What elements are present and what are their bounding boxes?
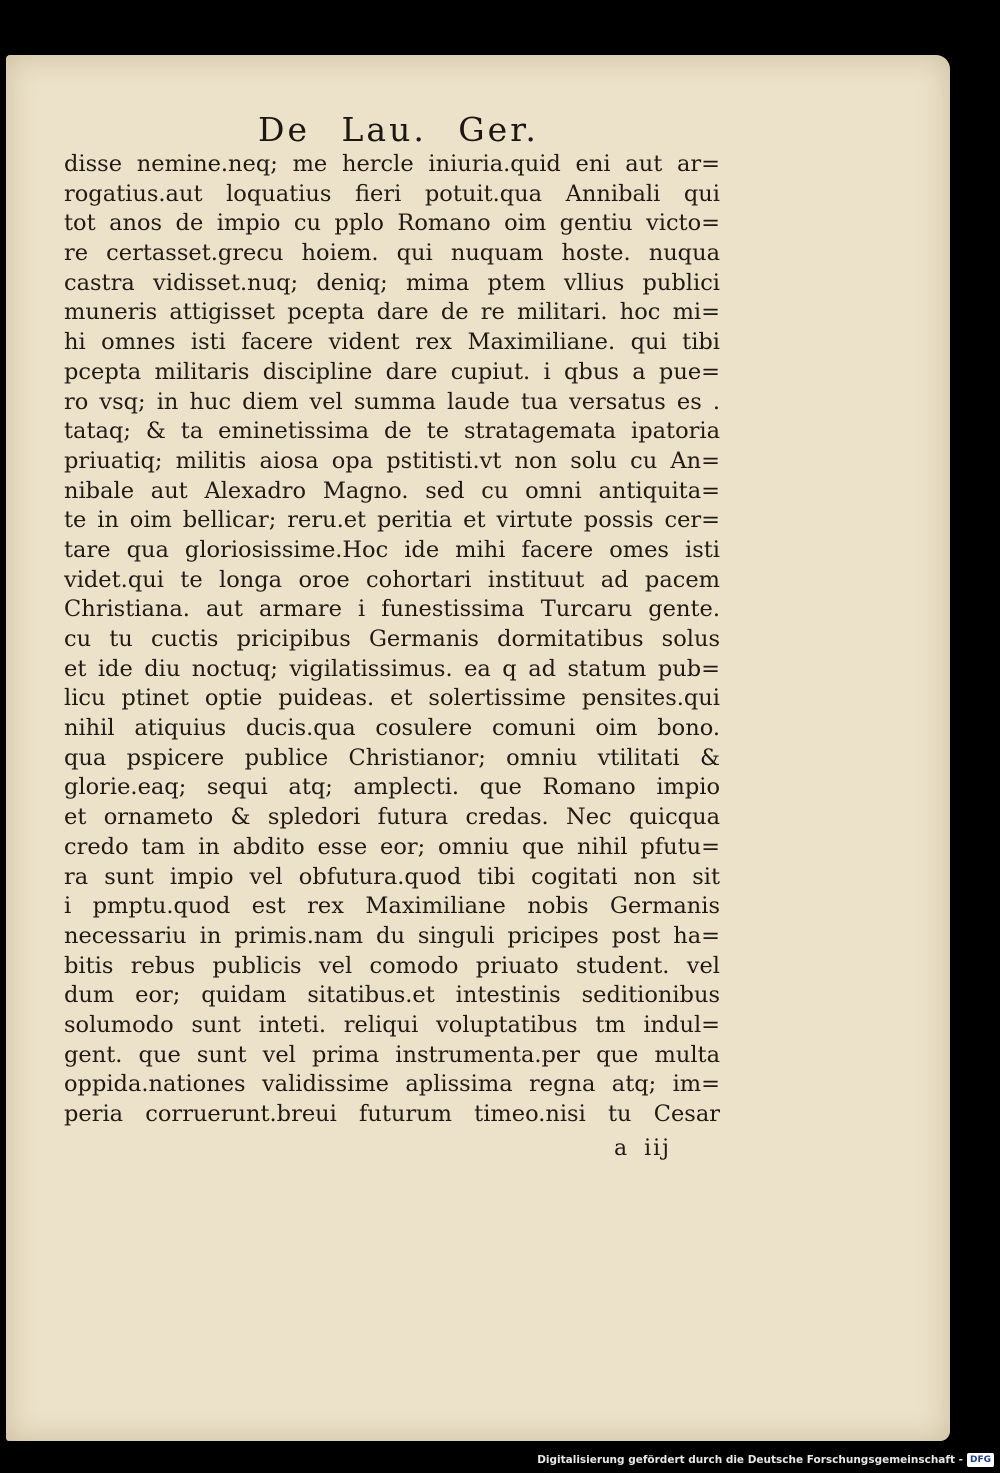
funding-footer [537, 1451, 994, 1469]
text-line: pcepta militaris discipline dare cupiut. i qbus a pue= [64, 358, 720, 385]
text-line: disse nemine.neq; me hercle iniuria.quid eni aut ar= [64, 151, 720, 177]
text-line: re certasset.grecu hoiem. qui nuquam hoste. nuqua [64, 240, 720, 267]
text-line: priuatiq; militis aiosa opa pstitisti.vt non solu cu An= [64, 447, 720, 474]
text-line: solumodo sunt inteti. reliqui voluptatibus tm indul= [64, 1011, 720, 1038]
running-head: De Lau. Ger. [258, 110, 539, 149]
text-line: credo tam in abdito esse eor; omniu que nihil pfutu= [64, 833, 720, 860]
text-line: cu tu cuctis pricipibus Germanis dormitatibus solus [64, 626, 720, 652]
body-text [64, 150, 720, 1130]
text-line: glorie.eaq; sequi atq; amplecti. que Romano impio [64, 774, 720, 801]
text-line: tataq; & ta eminetissima de te stratagemata ipatoria [64, 418, 720, 445]
text-line: tot anos de impio cu pplo Romano oim gentiu victo= [64, 210, 720, 237]
text-line: necessariu in primis.nam du singuli pricipes post ha= [64, 922, 720, 949]
dfg-logo-icon: DFG [967, 1453, 994, 1467]
text-line: peria corruerunt.breui futurum timeo.nisi tu Cesar [64, 1101, 720, 1127]
text-line: videt.qui te longa oroe cohortari instituut ad pacem [64, 566, 720, 593]
text-line: muneris attigisset pcepta dare de re militari. hoc mi= [64, 299, 720, 326]
text-line: dum eor; quidam sitatibus.et intestinis seditionibus [64, 982, 720, 1009]
text-line: gent. que sunt vel prima instrumenta.per que multa [64, 1041, 720, 1068]
text-line: nihil atiquius ducis.qua cosulere comuni oim bono. [64, 715, 720, 742]
text-line: te in oim bellicar; reru.et peritia et virtute possis cer= [64, 507, 720, 534]
text-line: et ide diu noctuq; vigilatissimus. ea q ad statum pub= [64, 655, 720, 682]
signature-mark: a iij [614, 1136, 672, 1161]
text-line: nibale aut Alexadro Magno. sed cu omni antiquita= [64, 477, 720, 504]
text-line: ra sunt impio vel obfutura.quod tibi cogitati non sit [64, 863, 720, 890]
text-line: oppida.nationes validissime aplissima regna atq; im= [64, 1071, 720, 1098]
text-line: licu ptinet optie puideas. et solertissime pensites.qui [64, 685, 720, 712]
text-line: ro vsq; in huc diem vel summa laude tua versatus es . [64, 388, 720, 415]
text-line: i pmptu.quod est rex Maximiliane nobis Germanis [64, 893, 720, 920]
text-line: rogatius.aut loquatius fieri potuit.qua Annibali qui [64, 180, 720, 207]
funding-note: Digitalisierung gefördert durch die Deutsche Forschungsgemeinschaft - [537, 1454, 963, 1466]
text-line: tare qua gloriosissime.Hoc ide mihi facere omes isti [64, 536, 720, 563]
text-line: qua pspicere publice Christianor; omniu vtilitati & [64, 744, 720, 771]
text-line: bitis rebus publicis vel comodo priuato student. vel [64, 952, 720, 979]
text-line: castra vidisset.nuq; deniq; mima ptem vllius publici [64, 269, 720, 296]
text-line: et ornameto & spledori futura credas. Nec quicqua [64, 804, 720, 831]
text-line: Christiana. aut armare i funestissima Turcaru gente. [64, 596, 720, 623]
text-line: hi omnes isti facere vident rex Maximiliane. qui tibi [64, 329, 720, 356]
